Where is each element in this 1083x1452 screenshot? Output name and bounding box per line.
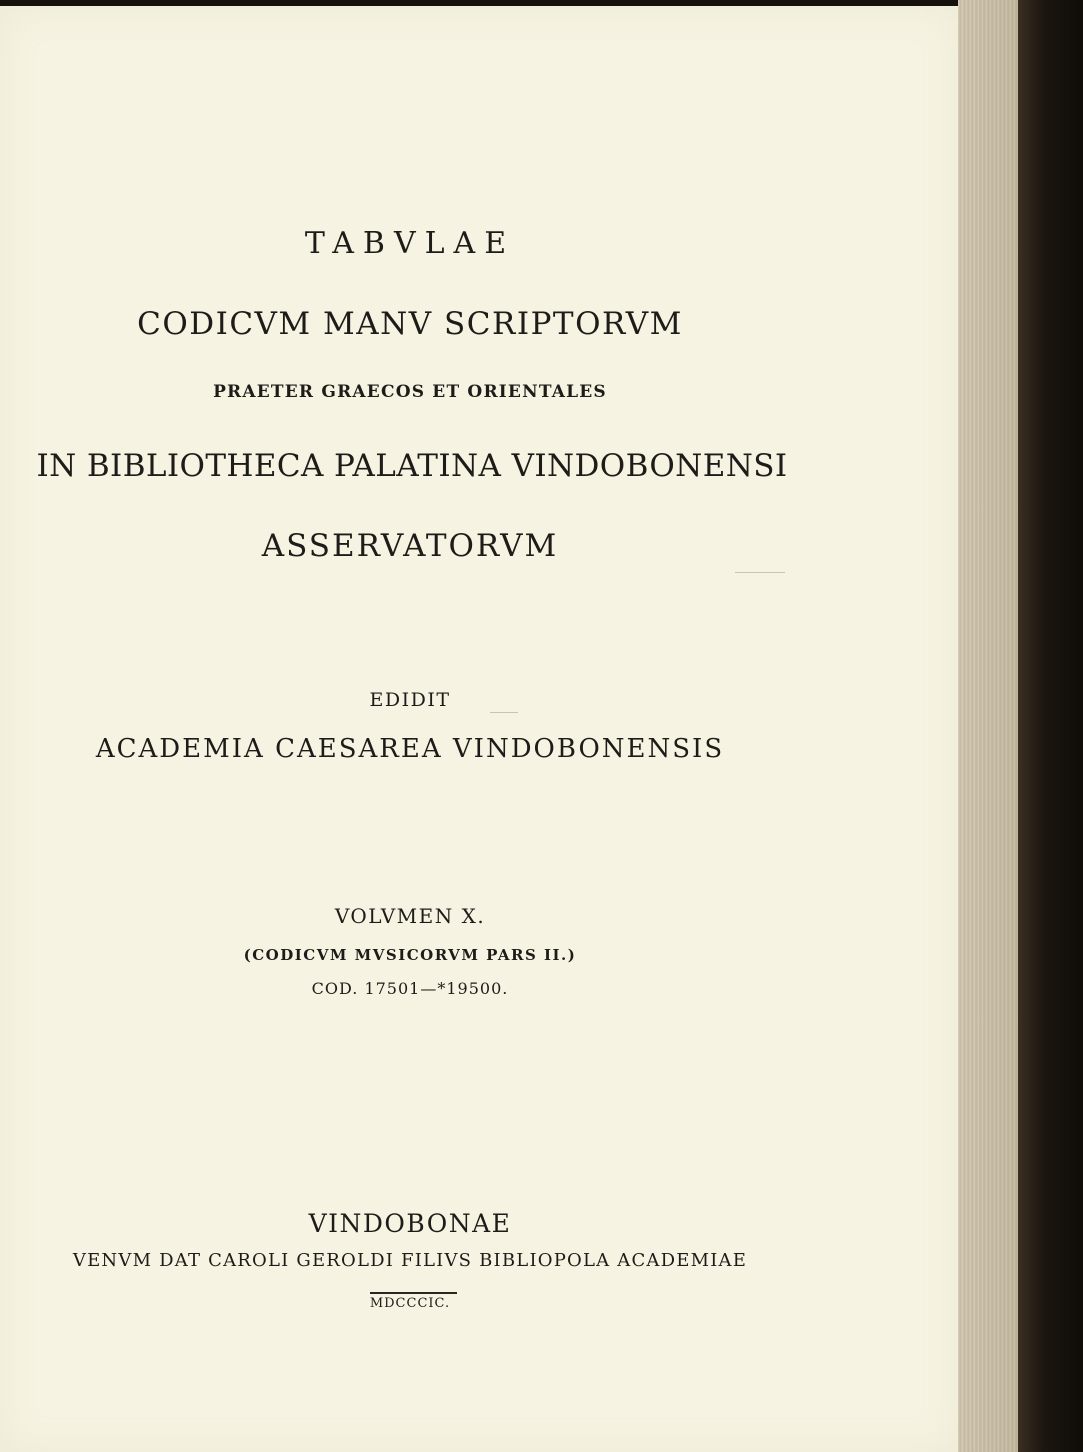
date-rule-divider [370, 1292, 457, 1294]
paper-blemish [735, 572, 785, 573]
publisher-name: ACADEMIA CAESAREA VINDOBONENSIS [95, 734, 725, 764]
subtitle: CODICVM MANV SCRIPTORVM [137, 306, 683, 342]
imprint-place: VINDOBONAE [308, 1209, 512, 1238]
imprint-year: MDCCCIC. [369, 1296, 451, 1311]
volume-number: VOLVMEN X. [334, 904, 486, 928]
codex-range: COD. 17501—*19500. [311, 979, 509, 998]
location-continuation: ASSERVATORVM [261, 528, 559, 564]
edidit-label: EDIDIT [369, 689, 451, 711]
paper-blemish [490, 712, 518, 713]
qualifier-line: PRAETER GRAECOS ET ORIENTALES [213, 382, 607, 402]
location-line: IN BIBLIOTHECA PALATINA VINDOBONENSI [36, 448, 788, 484]
page-block-edge [958, 0, 1018, 1452]
book-cover-edge [1018, 0, 1083, 1452]
imprint-seller: VENVM DAT CAROLI GEROLDI FILIVS BIBLIOPOLA ACADEMIAE [72, 1250, 748, 1271]
title-page [0, 6, 958, 1452]
volume-note: (CODICVM MVSICORVM PARS II.) [243, 946, 577, 964]
main-title: TABVLAE [304, 226, 516, 261]
